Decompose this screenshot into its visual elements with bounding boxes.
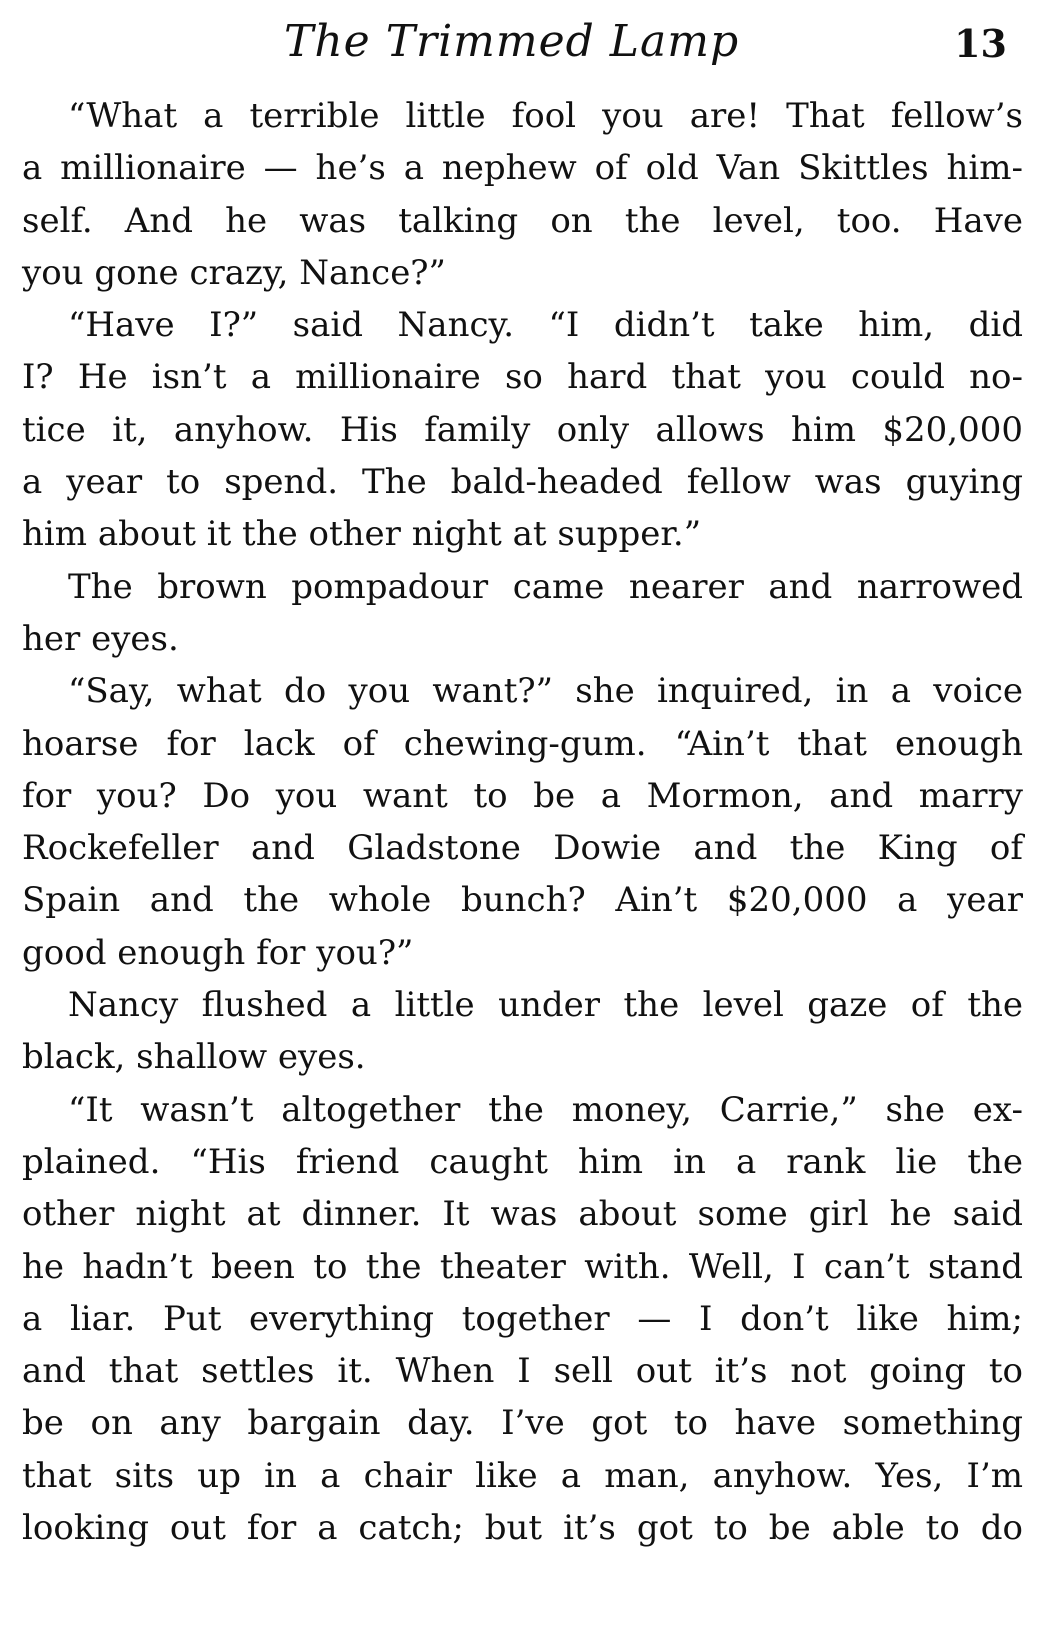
text-line: black, shallow eyes. (22, 1037, 366, 1078)
text-line: a liar. Put everything together — I don’t like him; (22, 1298, 1023, 1339)
text-line: her eyes. (22, 618, 179, 659)
text-line: be on any bargain day. I’ve got to have something (22, 1403, 1023, 1444)
text-line: tice it, anyhow. His family only allows him $20,000 (22, 409, 1023, 450)
text-line: “Say, what do you want?” she inquired, in a voice (68, 671, 1023, 712)
body-text (22, 90, 1023, 1554)
running-title: The Trimmed Lamp (284, 16, 740, 67)
text-line: The brown pompadour came nearer and narrowed (68, 566, 1023, 607)
text-line: other night at dinner. It was about some girl he said (22, 1194, 1023, 1235)
text-line: I? He isn’t a millionaire so hard that you could no- (22, 357, 1023, 398)
text-line: hoarse for lack of chewing-gum. “Ain’t that enough (22, 723, 1023, 764)
text-line: plained. “His friend caught him in a rank lie the (22, 1141, 1023, 1182)
text-line: Nancy flushed a little under the level gaze of the (68, 985, 1023, 1026)
text-line: you gone crazy, Nance?” (22, 252, 446, 293)
text-line: him about it the other night at supper.” (22, 514, 702, 555)
running-head (0, 14, 1045, 74)
text-line: looking out for a catch; but it’s got to be able to do (22, 1508, 1023, 1549)
text-line: “Have I?” said Nancy. “I didn’t take him, did (68, 305, 1023, 346)
text-line: self. And he was talking on the level, too. Have (22, 200, 1023, 241)
text-line: Spain and the whole bunch? Ain’t $20,000 a year (22, 880, 1023, 921)
text-line: a millionaire — he’s a nephew of old Van Skittles him- (22, 148, 1023, 189)
text-line: “What a terrible little fool you are! That fellow’s (68, 96, 1023, 136)
text-line: “It wasn’t altogether the money, Carrie,” she ex- (68, 1089, 1023, 1130)
text-line: Rockefeller and Gladstone Dowie and the King of (22, 828, 1023, 869)
text-line: good enough for you?” (22, 932, 414, 973)
text-line: he hadn’t been to the theater with. Well, I can’t stand (22, 1246, 1023, 1287)
text-line: a year to spend. The bald-headed fellow was guying (22, 462, 1023, 503)
text-line: and that settles it. When I sell out it’s not going to (22, 1351, 1023, 1392)
text-line: for you? Do you want to be a Mormon, and marry (22, 775, 1023, 816)
page-number: 13 (954, 21, 1007, 66)
text-line: that sits up in a chair like a man, anyhow. Yes, I’m (22, 1455, 1023, 1496)
